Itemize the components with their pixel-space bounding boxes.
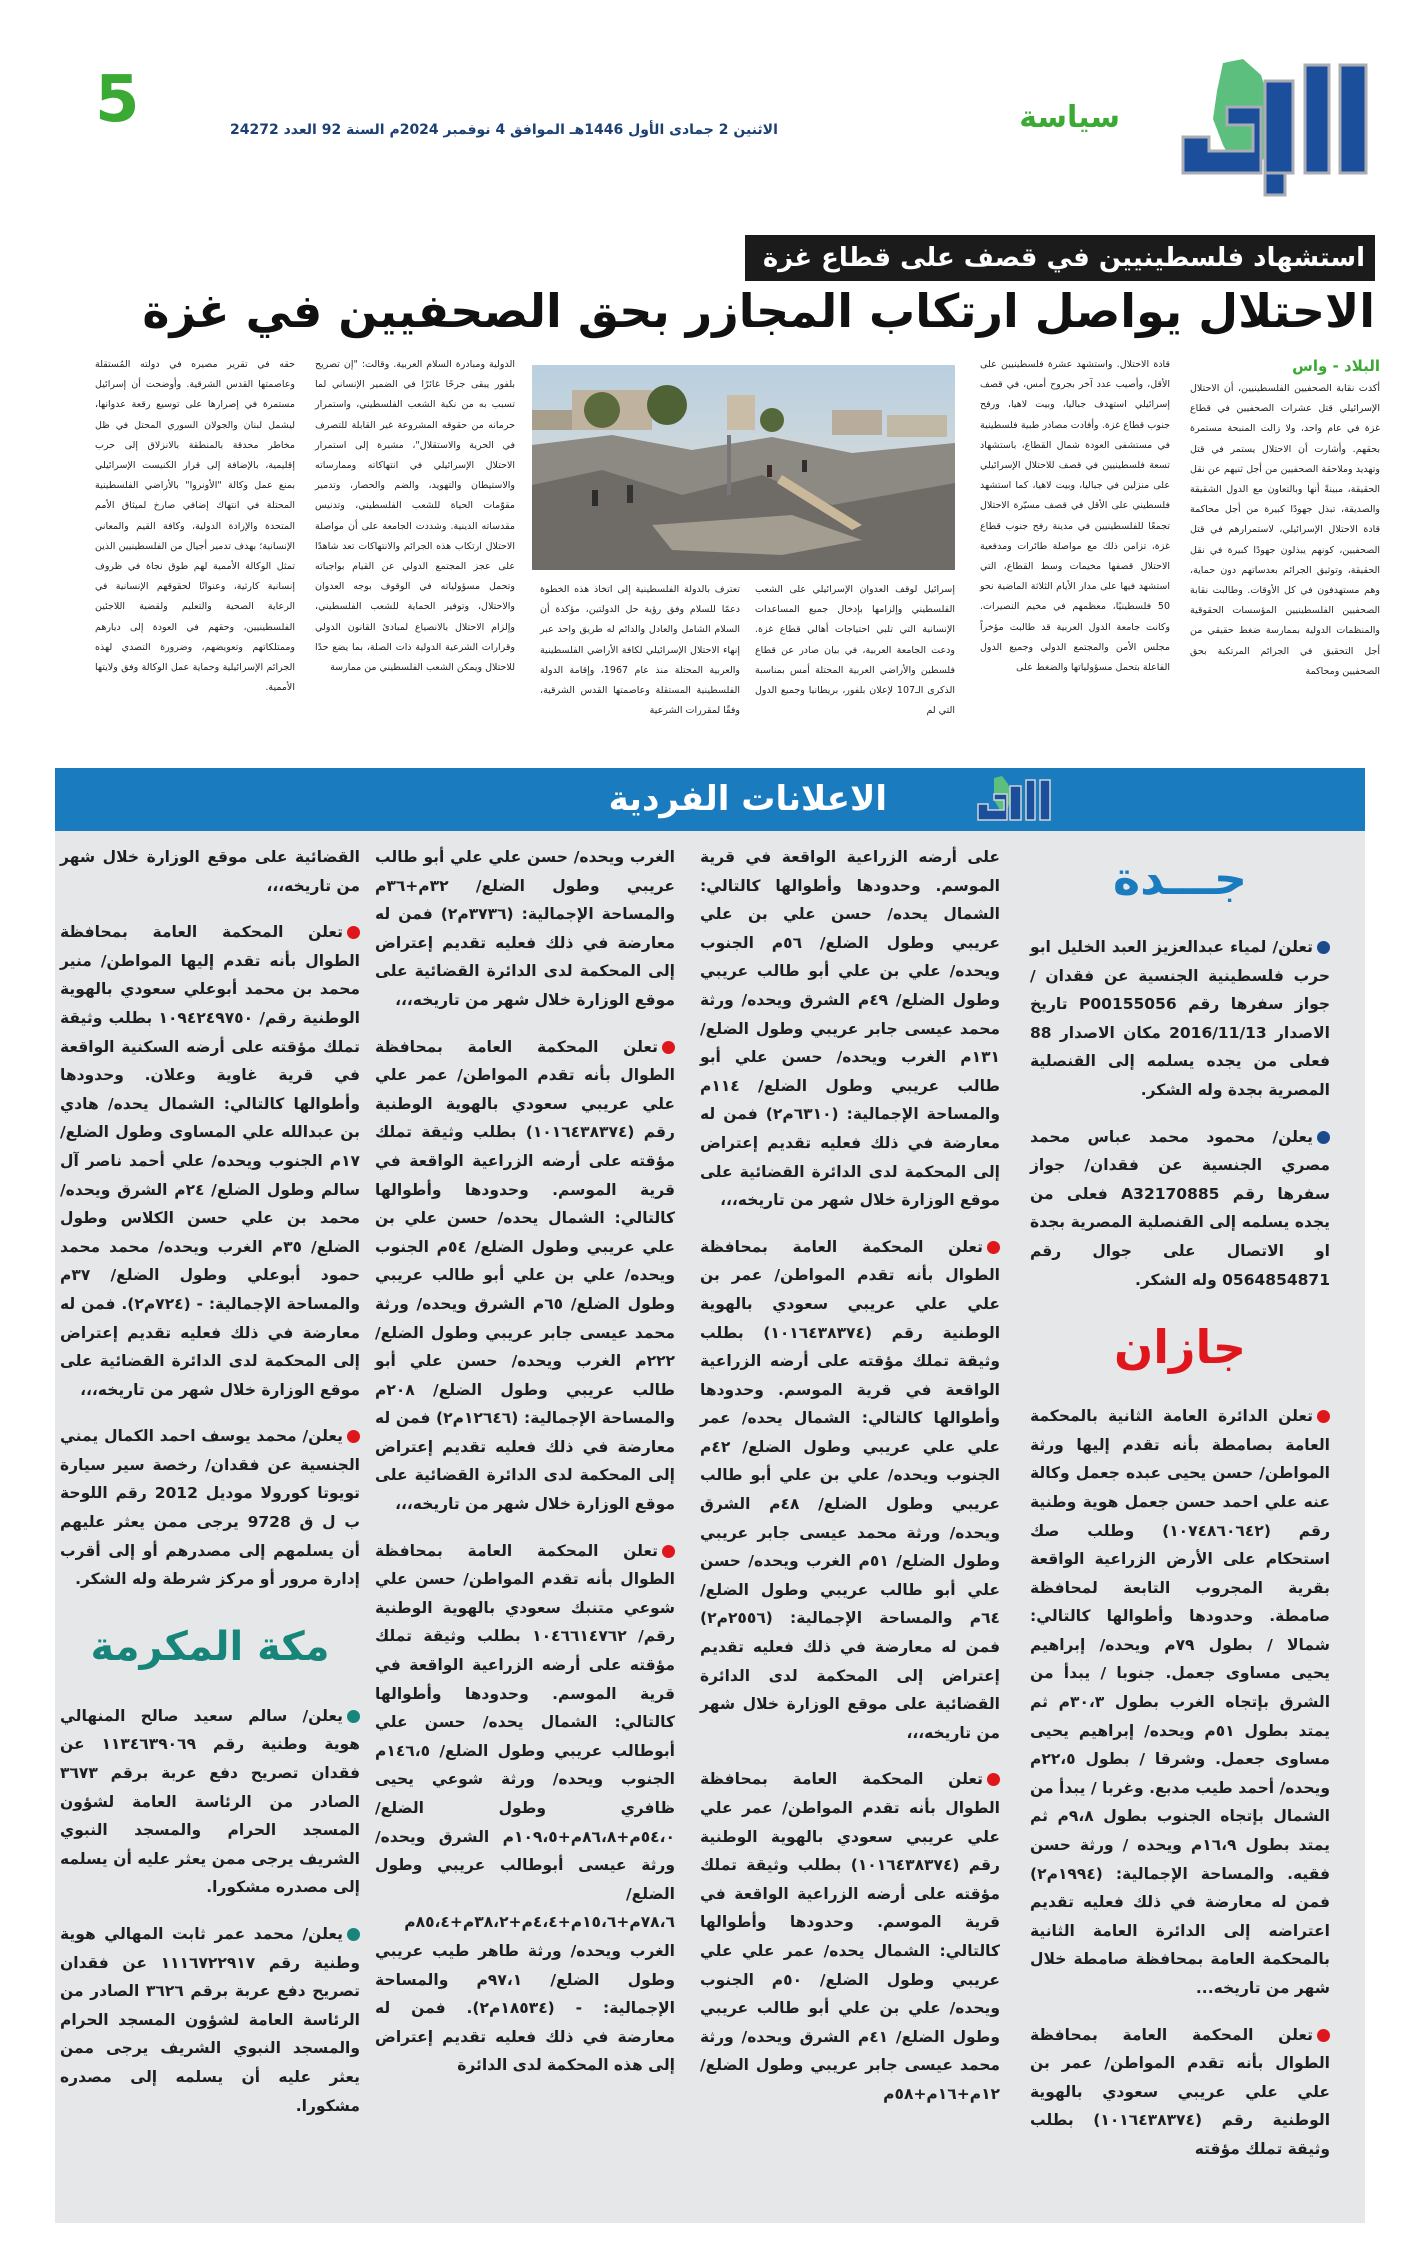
ad-text: يعلن/ محمد عمر ثابت المهالي هوية وطنية رقم ١١١٦٧٢٢٩١٧ عن فقدان تصريح دفع عربة برقم ٣٦٢٦ الصادر من الرئاسة العامة لشؤون المسجد الحرام والمسجد النبوي الشريف يرجى ممن يعثر عليه أن يسلمه إلى مصدره مشكورا. xyxy=(60,1925,360,2115)
bullet-dot-icon xyxy=(347,1430,360,1443)
ad-text: تعلن المحكمة العامة بمحافظة الطوال بأنه تقدم المواطن/ عمر علي علي عريبي سعودي بالهوية الوطنية رقم (١٠١٦٤٣٨٣٧٤) بطلب وثيقة تملك مؤقته على أرضه الزراعية الواقعة في قرية الموسم. وحدودها وأطوالها كالتالي: الشمال يحده/ حسن علي بن علي عريبي وطول الضلع/ ٥٤م الجنوب ويحده/ علي بن علي أبو طالب عريبي وطول الضلع/ ٦٥م الشرق ويحده/ ورثة محمد عيسى جابر عريبي وطول الضلع/ ٢٢٢م الغرب ويحده/ حسن علي أبو طالب عريبي وطول الضلع/ ٢٠٨م والمساحة الإجمالية: (١٢٦٤٦م٢) فمن له معارضة في ذلك فعليه تقديم إعتراض إلى المحكمة لدى الدائرة القضائية على موقع الوزارة خلال شهر من تاريخه،،، xyxy=(375,1037,676,1514)
city-heading-jeddah: جـــدة xyxy=(1112,851,1248,905)
article-paragraph: قادة الاحتلال. واستشهد عشرة فلسطينيين على الأقل، وأصيب عدد آخر بجروح أمس، في قصف إسرائيلي استهدف جباليا، وبيت لاهيا، ورفح جنوب قطاع غزة. وأفادت مصادر طبية فلسطينية في مستشفى العودة شمال القطاع، باستشهاد تسعة فلسطينيين في قصف للاحتلال الإسرائيلي على منزلين في جباليا، وبيت لاهيا، كما استشهد فلسطيني على الأقل في قصف مسيّرة الاحتلال تجمعًا للفلسطينيين في مدينة رفح جنوب قطاع غزة، تزامن ذلك مع مواصلة طائرات ومدفعية الاحتلال قصفها مخيمات وسط القطاع، التي استشهد فيها على مدار الأيام الثلاثة الماضية نحو 50 فلسطينيًا، معظمهم في مخيم النصيرات. وكانت جامعة الدول العربية قد طالبت مؤخراً مجلس الأمن والمجتمع الدولي وجميع الدول الفاعلة بتحمل مسؤولياتها والضغط على xyxy=(980,359,1170,674)
main-headline[interactable]: الاحتلال يواصل ارتكاب المجازر بحق الصحفيين في غزة xyxy=(142,284,1375,338)
ad-text: تعلن المحكمة العامة بمحافظة الطوال بأنه تقدم المواطن/ عمر علي علي عريبي سعودي بالهوية الوطنية رقم (١٠١٦٤٣٨٣٧٤) بطلب وثيقة تملك مؤقته على أرضه الزراعية الواقعة في قرية الموسم. وحدودها وأطوالها كالتالي: الشمال يحده/ عمر علي علي عريبي وطول الضلع/ ٥٠م الجنوب ويحده/ علي بن علي أبو طالب عريبي وطول الضلع/ ٤١م الشرق ويحده/ ورثة محمد عيسى جابر عريبي وطول الضلع/ ١٢م+١٦م+٥٨م xyxy=(700,1770,1000,2103)
classifieds-section xyxy=(55,768,1365,2223)
classified-ad[interactable] xyxy=(60,1702,360,1902)
classified-ad[interactable] xyxy=(700,1233,1000,1748)
ad-text: تعلن المحكمة العامة بمحافظة الطوال بأنه تقدم إليها المواطن/ منير محمد بن محمد أبوعلي سعودي بالهوية الوطنية رقم/ ١٠٩٤٢٤٩٧٥٠ بطلب وثيقة تملك مؤقته على أرضه السكنية الواقعة في قرية غاوية وعلان. وحدودها وأطوالها كالتالي: الشمال يحده/ هادي بن عبدالله علي المساوى وطول الضلع/ ١٧م الجنوب ويحده/ علي أحمد ناصر آل سالم وطول الضلع/ ٢٤م الشرق ويحده/ محمد بن علي حسن الكلاس وطول الضلع/ ٣٥م الغرب ويحده/ محمد محمد حمود أبوعلي وطول الضلع/ ٣٧م والمساحة الإجمالية: - (٧٢٤م٢). فمن له معارضة في ذلك فعليه تقديم إعتراض إلى المحكمة لدى الدائرة القضائية على موقع الوزارة خلال شهر من تاريخه،،، xyxy=(60,923,361,1399)
bullet-dot-icon xyxy=(987,1773,1000,1786)
article-column-1 xyxy=(1190,355,1380,682)
article-column-6 xyxy=(95,355,295,698)
masthead xyxy=(0,0,1420,220)
ad-text: يعلن/ محمود محمد عباس محمد مصري الجنسية عن فقدان/ جواز سفرها رقم A32170885 فعلى من يجده يسلمه إلى القنصلية المصرية بجدة او الاتصال على جوال رقم 0564854871 وله الشكر. xyxy=(1030,1127,1330,1289)
classified-ad[interactable] xyxy=(60,1920,360,2120)
ad-text: تعلن المحكمة العامة بمحافظة الطوال بأنه تقدم المواطن/ عمر بن علي علي عريبي سعودي بالهوية الوطنية رقم (١٠١٦٤٣٨٣٧٤) بطلب وثيقة تملك مؤقته xyxy=(1030,2025,1331,2158)
classified-ad[interactable] xyxy=(375,1537,675,2080)
city-heading-makkah: مكة المكرمة xyxy=(90,1623,330,1670)
classifieds-column-3 xyxy=(375,843,675,2098)
classified-ad-continued[interactable] xyxy=(700,843,1000,1215)
ad-text: يعلن/ سالم سعيد صالح المنهالي هوية وطنية رقم ١١٣٤٦٣٩٠٦٩ عن فقدان تصريح دفع عربة برقم ٣٦٧٣ الصادر من الرئاسة العامة لشؤون المسجد الحرام والمسجد النبوي الشريف يرجى ممن يعثر عليه أن يسلمه إلى مصدره مشكورا. xyxy=(60,1706,360,1897)
classifieds-column-4 xyxy=(60,843,360,2138)
article-paragraph: أكدت نقابة الصحفيين الفلسطينيين، أن الاحتلال الإسرائيلي قتل عشرات الصحفيين في قطاع غزة في عام واحد، ولا زالت المنبحة مستمرة بحقهم. وأشارت أن الاحتلال يستمر في قتل وتهديد وملاحقة الصحفيين من أجل ثنيهم عن نقل الحقيقة، مبينةً أنها وبالتعاون مع الدول الشقيقة والصديقة، تبذل جهودًا كبيرة من أجل محاكمة قادة الاحتلال الإسرائيلي، لاستمرارهم في قتل الصحفيين، كونهم يبذلون جهودًا كبيرة في نقل الحقيقة، وتوثيق الجرائم بعدساتهم دون حماية، وهم مستهدفون في كل الأوقات. وطالبت نقابة الصحفيين الفلسطينيين المؤسسات الحقوقية والمنظمات الدولية بممارسة ضغط حقيقي من أجل التحقيق في الجرائم المرتكبة بحق الصحفيين ومحاكمة xyxy=(1190,383,1380,677)
albilad-logo-icon xyxy=(1165,55,1380,200)
article-photo[interactable] xyxy=(532,365,955,570)
bullet-dot-icon xyxy=(1317,2029,1330,2042)
classified-ad[interactable] xyxy=(700,1765,1000,2108)
section-name: سياسة xyxy=(1019,100,1120,135)
page-number: 5 xyxy=(95,63,140,137)
article-body xyxy=(40,355,1380,755)
classified-ad[interactable] xyxy=(1030,1402,1330,2002)
ad-text: تعلن المحكمة العامة بمحافظة الطوال بأنه تقدم المواطن/ عمر بن علي علي عريبي سعودي بالهوية الوطنية رقم (١٠١٦٤٣٨٣٧٤) بطلب وثيقة تملك مؤقته على أرضه الزراعية الواقعة في قرية الموسم. وحدودها وأطوالها كالتالي: الشمال يحده/ عمر علي علي عريبي وطول الضلع/ ٤٢م الجنوب ويحده/ علي بن علي أبو طالب عريبي وطول الضلع/ ٤٨م الشرق ويحده/ ورثة محمد عيسى جابر عريبي وطول الضلع/ ٥١م الغرب ويحده/ حسن علي أبو طالب عريبي وطول الضلع/ ٦٤م والمساحة الإجمالية: (٢٥٥٦م٢) فمن له معارضة في ذلك فعليه تقديم إعتراض إلى المحكمة لدى الدائرة القضائية على موقع الوزارة خلال شهر من تاريخه،،، xyxy=(700,1237,1001,1742)
classified-ad-continued[interactable] xyxy=(60,843,360,900)
classified-ad[interactable] xyxy=(60,918,360,1404)
bullet-dot-icon xyxy=(662,1545,675,1558)
kicker-subheadline: استشهاد فلسطينيين في قصف على قطاع غزة xyxy=(745,235,1375,281)
ad-text: تعلن المحكمة العامة بمحافظة الطوال بأنه تقدم المواطن/ حسن علي شوعي متنبك سعودي بالهوية الوطنية رقم/ ١٠٤٦٦١٤٧٦٢ بطلب وثيقة تملك مؤقته على أرضه الزراعية الواقعة في قرية الموسم. وحدودها وأطوالها كالتالي: الشمال يحده/ حسن علي أبوطالب عريبي وطول الضلع/ ١٤٦،٥م الجنوب ويحده/ ورثة شوعي يحيى ظافري وطول الضلع/ ٥٤،٠م+٨٦،٨م+١٠٩،٥م الشرق ويحده/ ورثة عيسى أبوطالب عريبي وطول الضلع/ ٧٨،٦م+١٥،٦م+٤،٤م+٣٨،٢م+٨٥،٤م الغرب ويحده/ ورثة طاهر طيب عريبي وطول الضلع/ ٩٧،١م والمساحة الإجمالية: - (١٨٥٣٤م٢). فمن له معارضة في ذلك فعليه تقديم إعتراض إلى هذه المحكمة لدى الدائرة xyxy=(375,1541,675,2075)
article-paragraph: حقه في تقرير مصيره في دولته المُستقلة وعاصمتها القدس الشرقية. وأوضحت أن إسرائيل مستمرة في إصرارها على توسيع رقعة عدوانها، ليشمل لبنان والجولان السوري المحتل في ظل مخاطر محدقة بالمنطقة بالانزلاق إلى حرب إقليمية، بالإضافة إلى قرار الكنيست الإسرائيلي بمنع عمل وكالة "الأونروا" بالأراضي الفلسطينية المحتلة في انتهاك إضافي صارخ لميثاق الأمم المتحدة والإرادة الدولية، وكافة القيم والمعاني الإنسانية؛ بهدف تدمير أجيال من الفلسطينيين الذين تمثل الوكالة الأممية لهم طوق نجاة في ظروف إنسانية كارثية، وعنوانًا لحقوقهم الإنسانية في الرعاية الصحية والتعليم ولقضية اللاجئين الفلسطينيين، وحقهم في العودة إلى ديارهم وممتلكاتهم وتعويضهم، وضرورة التصدي لهذه الجرائم الإسرائيلية وحماية عمل الوكالة وفق ولايتها الأممية. xyxy=(95,359,295,694)
bullet-dot-icon xyxy=(1317,1410,1330,1423)
bullet-dot-icon xyxy=(347,1928,360,1941)
classifieds-banner xyxy=(55,768,1365,831)
classifieds-column-1 xyxy=(1030,843,1330,2182)
ad-text: على أرضه الزراعية الواقعة في قرية الموسم. وحدودها وأطوالها كالتالي: الشمال يحده/ حسن علي بن علي عريبي وطول الضلع/ ٥٦م الجنوب ويحده/ علي بن علي أبو طالب عريبي وطول الضلع/ ٤٩م الشرق ويحده/ ورثة محمد عيسى جابر عريبي وطول الضلع/ ١٣١م الغرب ويحده/ حسن علي أبو طالب عريبي وطول الضلع/ ١١٤م والمساحة الإجمالية: (٦٣١٠م٢) فمن له معارضة في ذلك فعليه تقديم إعتراض إلى المحكمة لدى الدائرة القضائية على موقع الوزارة خلال شهر من تاريخه،،، xyxy=(700,848,1000,1210)
classified-ad[interactable] xyxy=(1030,1123,1330,1295)
bullet-dot-icon xyxy=(662,1041,675,1054)
classifieds-title: الاعلانات الفردية xyxy=(608,779,887,819)
article-paragraph: تعترف بالدولة الفلسطينية إلى اتخاذ هذه الخطوة دعمًا للسلام وفق رؤية حل الدولتين، مؤكدة أن السلام الشامل والعادل والدائم له طريق واحد عبر إنهاء الاحتلال الإسرائيلي لكافة الأراضي الفلسطينية والعربية المحتلة منذ عام 1967، وإقامة الدولة الفلسطينية المستقلة وعاصمتها القدس الشرقية، وفقًا لمقررات الشرعية xyxy=(540,584,740,717)
classifieds-logo xyxy=(970,774,1055,830)
ad-text: الغرب ويحده/ حسن علي علي أبو طالب عريبي وطول الضلع/ ٣٢م+٣٦م والمساحة الإجمالية: (٣٧٣٦م٢) فمن له معارضة في ذلك فعليه تقديم إعتراض إلى المحكمة لدى الدائرة القضائية على موقع الوزارة خلال شهر من تاريخه،،، xyxy=(375,848,675,1009)
classified-ad[interactable] xyxy=(1030,2021,1330,2164)
bullet-dot-icon xyxy=(1317,941,1330,954)
article-column-3 xyxy=(755,580,955,721)
byline: البلاد - واس xyxy=(1292,357,1380,375)
bullet-dot-icon xyxy=(1317,1131,1330,1144)
article-column-4 xyxy=(540,580,740,721)
photo-rubble-icon xyxy=(532,365,955,570)
classified-ad[interactable] xyxy=(375,1033,675,1519)
ad-text: تعلن الدائرة العامة الثانية بالمحكمة العامة بصامطة بأنه تقدم إليها ورثة المواطن/ حسن يحيى عبده جعمل وكالة عنه علي احمد حسن جعمل هوية وطنية رقم (١٠٧٤٨٦٠٦٤٢) وطلب صك استحكام على الأرض الزراعية الواقعة بقرية المجروب التابعة لمحافظة صامطة. وحدودها وأطوالها كالتالي: شمالا / بطول ٧٩م ويحده/ إبراهيم يحيى مساوى جعمل. جنوبا / يبدأ من الشرق بإتجاه الغرب بطول ٣٠،٣م ثم يمتد بطول ٥١م ويحده/ إبراهيم يحيى مساوى جعمل. وشرقا / بطول ٢٢،٥م ويحده/ أحمد طيب مدبع. وغربا / يبدأ من الشمال بإتجاه الجنوب بطول ٩،٨م ثم يمتد بطول ١٦،٩م ويحده / ورثة حسن فقيه. والمساحة الإجمالية: (١٩٩٤م٢) فمن له معارضة في ذلك فعليه تقديم اعتراضه إلى الدائرة العامة الثانية بالمحكمة العامة بمحافظة صامطة خلال شهر من تاريخه... xyxy=(1030,1407,1331,1997)
bullet-dot-icon xyxy=(347,926,360,939)
ad-text: القضائية على موقع الوزارة خلال شهر من تاريخه،،، xyxy=(60,848,360,895)
city-heading-jazan: جازان xyxy=(1114,1320,1246,1375)
bullet-dot-icon xyxy=(347,1710,360,1723)
classified-ad[interactable] xyxy=(60,1422,360,1594)
classifieds-column-2 xyxy=(700,843,1000,2127)
dateline: الاثنين 2 جمادى الأول 1446هـ الموافق 4 نوفمبر 2024م السنة 92 العدد 24272 xyxy=(230,122,778,138)
classified-ad[interactable] xyxy=(1030,933,1330,1105)
ad-text: يعلن/ محمد يوسف احمد الكمال يمني الجنسية عن فقدان/ رخصة سير سيارة تويوتا كورولا موديل 2012 رقم اللوحة ب ل ق 9728 يرجى ممن يعثر عليهم أن يسلمهم إلى مصدرهم أو إلى أقرب إدارة مرور أو مركز شرطة وله الشكر. xyxy=(60,1427,360,1589)
article-column-5 xyxy=(315,355,515,678)
newspaper-logo[interactable] xyxy=(1165,55,1380,200)
article-paragraph: الدولية ومبادرة السلام العربية. وقالت: "إن تصريح بلفور يبقى جرحًا غائرًا في الضمير الإنساني لما تسبب به من نكبة الشعب الفلسطيني، واستمرار حرمانه من حقوقه المشروعة غير القابلة للتصرف في الحرية والاستقلال"، مشيرة إلى استمرار الاحتلال الإسرائيلي في انتهاكاته وممارساته والاستيطان والتهويد، والضم والحصار، وتدمير مقوّمات الحياة للشعب الفلسطيني، وتدنيس مقدساته الدينية. وشددت الجامعة على أن مواصلة الاحتلال ارتكاب هذه الجرائم والانتهاكات تعد شاهدًا على عجز المجتمع الدولي عن القيام بواجباته وتحمل مسؤولياته في الوقوف بوجه العدوان والاحتلال، وتوفير الحماية للشعب الفلسطيني، وإلزام الاحتلال بالانصياع لمبادئ القانون الدولي وقرارات الشرعية الدولية ذات الصلة، بما يضع حدًا للاحتلال ويمكن الشعب الفلسطيني من ممارسة xyxy=(315,359,515,674)
article-column-2 xyxy=(980,355,1170,678)
ad-text: تعلن/ لمياء عبدالعزيز العبد الخليل ابو حرب فلسطينية الجنسية عن فقدان / جواز سفرها رقم P00155056 تاريخ الاصدار 2016/11/13 مكان الاصدار 88 فعلى من يجده يسلمه إلى القنصلية المصرية بجدة وله الشكر. xyxy=(1030,938,1331,1099)
classified-ad-continued[interactable] xyxy=(375,843,675,1015)
bullet-dot-icon xyxy=(987,1241,1000,1254)
article-paragraph: إسرائيل لوقف العدوان الإسرائيلي على الشعب الفلسطيني وإلزامها بإدخال جميع المساعدات الإنسانية التي تلبي احتياجات أهالي قطاع غزة. ودعت الجامعة العربية، في بيان صادر عن قطاع فلسطين والأراضي العربية المحتلة أمس بمناسبة الذكرى الـ107 لإعلان بلفور، بريطانيا وجميع الدول التي لم xyxy=(755,584,956,717)
albilad-small-logo-icon xyxy=(970,774,1055,830)
